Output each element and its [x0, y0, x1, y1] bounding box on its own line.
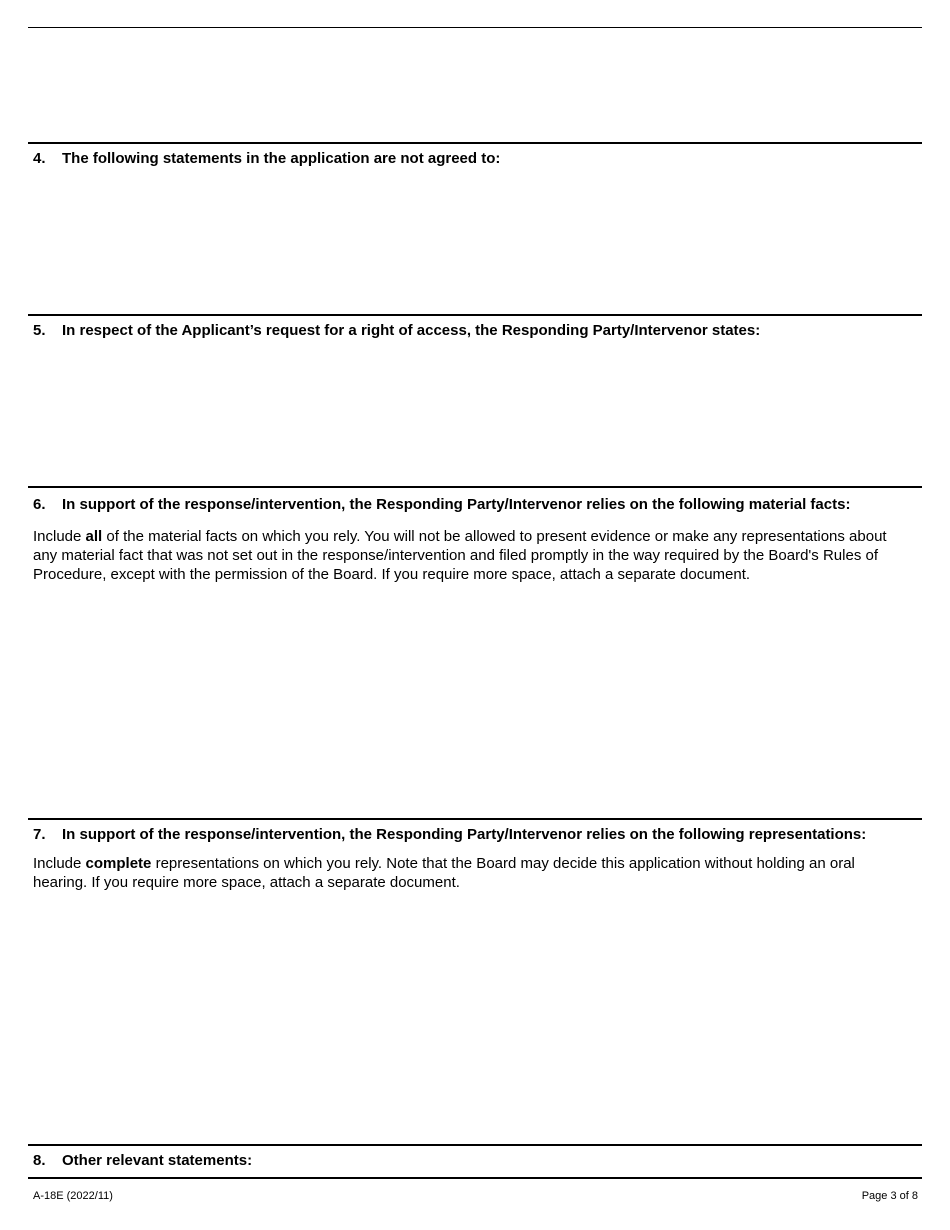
page-number: Page 3 of 8 — [861, 1190, 918, 1202]
section-title: Other relevant statements: — [62, 1152, 253, 1169]
emphasis-text: all — [85, 528, 103, 545]
section-7-rule — [28, 818, 922, 820]
section-5-answer-field[interactable] — [28, 347, 922, 482]
section-number: 5. — [33, 322, 46, 339]
section-8-rule — [28, 1144, 922, 1146]
section-number: 4. — [33, 150, 46, 167]
section-8-heading — [33, 1152, 923, 1170]
form-id: A-18E (2022/11) — [33, 1190, 113, 1202]
section-4-heading — [33, 150, 923, 168]
section-title: The following statements in the application are not agreed to: — [62, 150, 501, 167]
bottom-rule — [28, 1177, 922, 1179]
section-number: 7. — [33, 826, 46, 843]
section-5-heading — [33, 322, 923, 340]
section-6-rule — [28, 486, 922, 488]
section-number: 6. — [33, 496, 46, 513]
section-5-rule — [28, 314, 922, 316]
section-7-answer-field[interactable] — [28, 896, 922, 1140]
section-3-answer-field[interactable] — [28, 30, 922, 140]
section-number: 8. — [33, 1152, 46, 1169]
section-7-heading — [33, 826, 923, 844]
section-6-instructions: Include all of the material facts on which you rely. You will not be allowed to present evidence or make any representations about any material fact that was not set out in the response/intervention and filed promptly in the way required by the Board's Rules of Procedure, except with the permission of the Board. If you require more space, attach a separate document. — [33, 528, 887, 583]
section-6-heading — [33, 496, 923, 514]
section-6-answer-field[interactable] — [28, 590, 922, 814]
top-rule — [28, 27, 922, 28]
section-title: In respect of the Applicant’s request for a right of access, the Responding Party/Intervenor states: — [62, 322, 761, 339]
section-4-answer-field[interactable] — [28, 175, 922, 310]
emphasis-text: complete — [85, 855, 152, 872]
section-4-rule — [28, 142, 922, 144]
section-7-instructions: Include complete representations on which you rely. Note that the Board may decide this application without holding an oral hearing. If you require more space, attach a separate document. — [33, 855, 855, 891]
section-title: In support of the response/intervention, the Responding Party/Intervenor relies on the following material facts: — [62, 496, 851, 513]
section-title: In support of the response/intervention, the Responding Party/Intervenor relies on the following representations: — [62, 826, 867, 843]
